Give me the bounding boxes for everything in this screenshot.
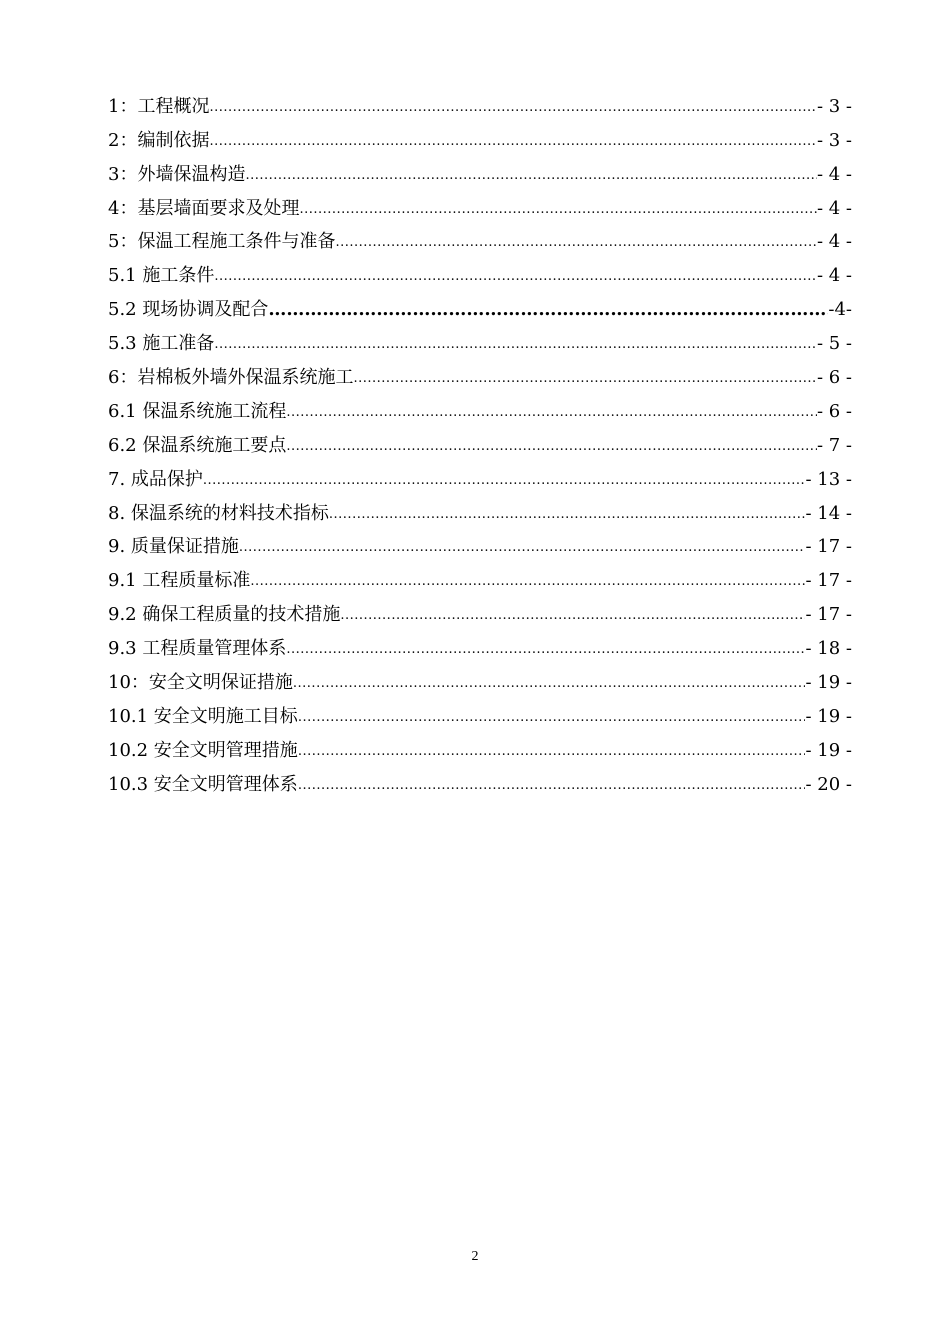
toc-entry-page: - 14 - [805,502,852,524]
toc-dot-leader [298,778,806,796]
toc-entry-5[interactable] [108,220,852,254]
toc-entry-title: 6：岩棉板外墙外保温系统施工 [108,367,354,389]
toc-entry-page: -4- [828,299,852,321]
toc-entry-5-3[interactable] [108,321,852,355]
toc-entry-page: - 3 - [816,95,852,117]
toc-entry-page: - 13 - [805,468,852,490]
toc-dot-leader [299,202,816,220]
toc-entry-6[interactable] [108,355,852,389]
toc-dot-leader [298,744,806,762]
toc-entry-title: 10.3 安全文明管理体系 [108,773,298,795]
toc-entry-title: 1：工程概况 [108,95,210,117]
toc-dot-leader [245,168,816,186]
toc-dot-leader [209,100,816,118]
toc-entry-3[interactable] [108,152,852,186]
toc-entry-2[interactable] [108,118,852,152]
toc-entry-page: - 17 - [805,536,852,558]
toc-dot-leader [286,405,817,423]
toc-entry-10-2[interactable] [108,728,852,762]
toc-entry-title: 10.2 安全文明管理措施 [108,739,298,761]
toc-dot-leader [203,473,806,491]
toc-dot-leader [298,710,806,728]
toc-entry-page: - 4 - [816,197,852,219]
toc-dot-leader [353,371,816,389]
toc-entry-page: - 4 - [816,163,852,185]
toc-entry-page: - 6 - [816,400,852,422]
toc-entry-page: - 19 - [805,672,852,694]
toc-entry-5-1[interactable] [108,253,852,287]
toc-dot-leader [286,642,805,660]
toc-entry-page: - 4 - [816,231,852,253]
toc-entry-5-2[interactable] [108,287,852,321]
toc-entry-title: 5.3 施工准备 [108,333,215,355]
toc-dot-leader [268,299,828,321]
toc-entry-title: 10：安全文明保证措施 [108,672,293,694]
toc-entry-9-3[interactable] [108,626,852,660]
toc-entry-title: 9.1 工程质量标准 [108,570,251,592]
toc-entry-10[interactable] [108,660,852,694]
toc-entry-page: - 19 - [805,705,852,727]
toc-entry-page: - 7 - [816,434,852,456]
toc-entry-title: 3：外墙保温构造 [108,163,246,185]
toc-dot-leader [209,134,816,152]
toc-entry-title: 2：编制依据 [108,129,210,151]
toc-entry-1[interactable] [108,84,852,118]
toc-entry-title: 9.3 工程质量管理体系 [108,638,287,660]
toc-entry-9-1[interactable] [108,558,852,592]
toc-entry-10-1[interactable] [108,694,852,728]
toc-entry-title: 9.2 确保工程质量的技术措施 [108,604,341,626]
toc-dot-leader [293,676,806,694]
toc-entry-10-3[interactable] [108,762,852,796]
toc-entry-9[interactable] [108,525,852,559]
toc-dot-leader [329,507,806,525]
toc-entry-page: - 17 - [805,570,852,592]
toc-entry-page: - 3 - [816,129,852,151]
toc-entry-page: - 19 - [805,739,852,761]
toc-entry-7[interactable] [108,457,852,491]
toc-entry-title: 7. 成品保护 [108,468,203,490]
toc-entry-title: 5.1 施工条件 [108,265,215,287]
toc-entry-8[interactable] [108,491,852,525]
toc-entry-title: 10.1 安全文明施工目标 [108,705,298,727]
toc-entry-6-2[interactable] [108,423,852,457]
toc-entry-title: 4：基层墙面要求及处理 [108,197,300,219]
toc-entry-4[interactable] [108,186,852,220]
toc-entry-page: - 4 - [816,265,852,287]
toc-entry-title: 6.2 保温系统施工要点 [108,434,287,456]
toc-dot-leader [335,235,816,253]
toc-entry-page: - 17 - [805,604,852,626]
page-number: 2 [471,1249,479,1264]
toc-entry-page: - 5 - [816,333,852,355]
toc-entry-title: 5：保温工程施工条件与准备 [108,231,336,253]
toc-entry-9-2[interactable] [108,592,852,626]
table-of-contents [108,84,852,796]
toc-entry-page: - 6 - [816,367,852,389]
toc-entry-page: - 18 - [805,638,852,660]
toc-entry-title: 8. 保温系统的材料技术指标 [108,502,329,524]
toc-entry-page: - 20 - [805,773,852,795]
toc-dot-leader [250,574,805,592]
toc-dot-leader [214,269,817,287]
toc-entry-title: 9. 质量保证措施 [108,536,239,558]
toc-dot-leader [214,337,817,355]
toc-dot-leader [286,439,817,457]
toc-entry-6-1[interactable] [108,389,852,423]
toc-dot-leader [340,608,805,626]
toc-entry-title: 5.2 现场协调及配合 [108,299,269,321]
toc-dot-leader [239,540,806,558]
toc-entry-title: 6.1 保温系统施工流程 [108,400,287,422]
